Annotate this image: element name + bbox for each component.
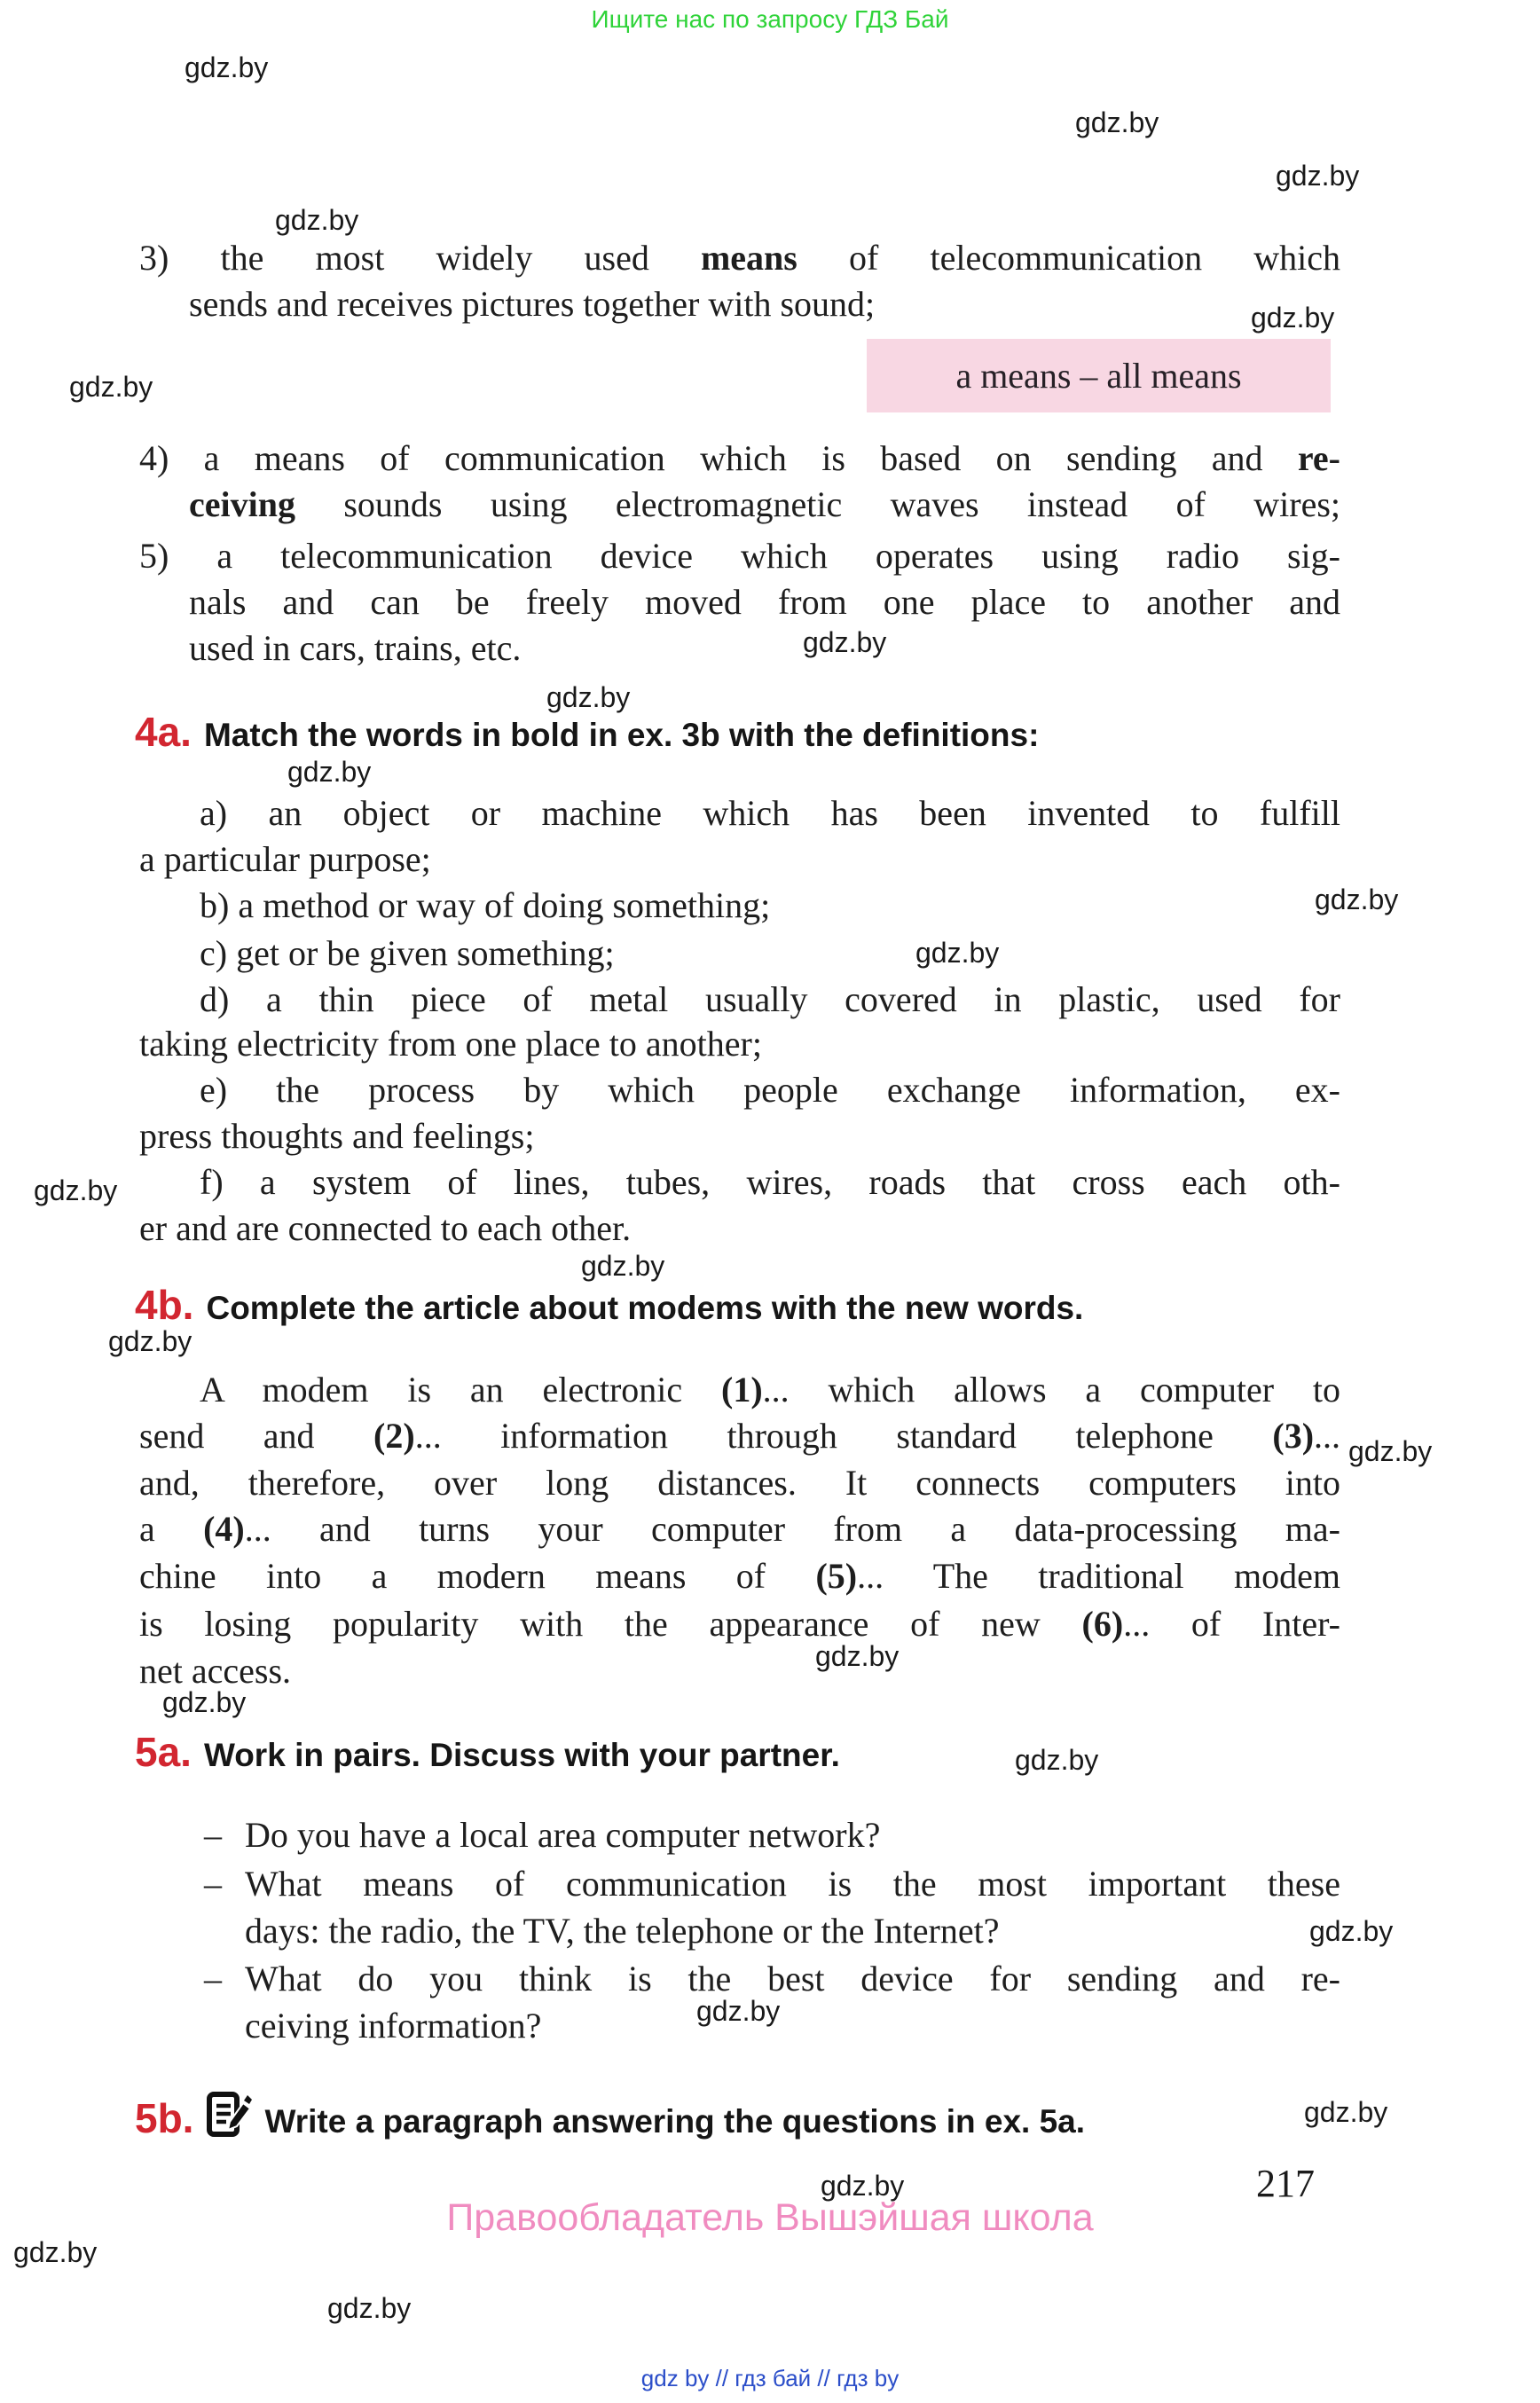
ex3-item3-line2: sends and receives pictures together with sound; <box>189 284 876 324</box>
dash-bullet: – <box>204 1815 222 1855</box>
watermark-gdz: gdz.by <box>108 1325 192 1357</box>
watermark-gdz: gdz.by <box>696 1995 781 2027</box>
watermark-gdz: gdz.by <box>327 2292 412 2324</box>
footer-search-hints: gdz by // гдз бай // гдз by <box>640 2365 900 2391</box>
modem-article-line4: a (4)... and turns your computer from a data-processing ma- <box>139 1509 1340 1549</box>
definition-f-line2: er and are connected to each other. <box>139 1208 632 1248</box>
exercise-5a-heading <box>135 1728 840 1776</box>
definition-e-line2: press thoughts and feelings; <box>139 1116 535 1156</box>
watermark-gdz: gdz.by <box>69 371 153 403</box>
highlight-box: a means – all means <box>867 339 1331 412</box>
question-3-line2: ceiving information? <box>245 2006 542 2046</box>
exercise-5b-title: Write a paragraph answering the questions in ex. 5a. <box>264 2103 1086 2140</box>
ex3-item3-line1: 3) the most widely used means of telecommunication which <box>139 238 1340 278</box>
watermark-gdz: gdz.by <box>546 681 631 713</box>
modem-article-line6: is losing popularity with the appearance of new (6)... of Inter- <box>139 1604 1341 1644</box>
watermark-gdz: gdz.by <box>815 1640 900 1672</box>
dash-bullet: – <box>204 1864 222 1904</box>
exercise-5b-label: 5b. <box>135 2095 194 2141</box>
definition-d-line1: d) a thin piece of metal usually covered in plastic, used for <box>200 979 1340 1019</box>
watermark-gdz: gdz.by <box>34 1174 118 1206</box>
watermark-gdz: gdz.by <box>1309 1915 1394 1947</box>
exercise-5a-label: 5a. <box>135 1729 192 1775</box>
definition-a-line2: a particular purpose; <box>139 839 431 879</box>
modem-article-line5: chine into a modern means of (5)... The traditional modem <box>139 1556 1341 1596</box>
exercise-4a-title: Match the words in bold in ex. 3b with the definitions: <box>203 717 1040 753</box>
page-number: 217 <box>1256 2162 1315 2205</box>
exercise-5b-heading <box>135 2083 1085 2142</box>
watermark-gdz: gdz.by <box>1075 106 1159 138</box>
definition-c: c) get or be given something; <box>200 933 615 973</box>
write-icon <box>206 2088 252 2146</box>
question-1: – Do you have a local area computer network? <box>204 1813 880 1857</box>
definition-f-line1: f) a system of lines, tubes, wires, roads that cross each oth- <box>200 1162 1340 1202</box>
question-2-line1: – What means of communication is the most important these <box>204 1862 1340 1906</box>
watermark-gdz: gdz.by <box>275 204 359 236</box>
question-3-line1: – What do you think is the best device for sending and re- <box>204 1957 1340 2001</box>
watermark-gdz: gdz.by <box>581 1250 665 1282</box>
exercise-4a-heading <box>135 708 1039 756</box>
definition-a-line1: a) an object or machine which has been invented to fulfill <box>200 793 1340 833</box>
watermark-gdz: gdz.by <box>1015 1744 1099 1776</box>
watermark-gdz: gdz.by <box>162 1686 247 1718</box>
publisher-line: Правообладатель Вышэйшая школа <box>446 2196 1094 2239</box>
watermark-gdz: gdz.by <box>1304 2096 1388 2128</box>
definition-d-line2: taking electricity from one place to another; <box>139 1024 762 1064</box>
ex3-item4-line1: 4) a means of communication which is based on sending and re- <box>139 438 1340 478</box>
question-2-line2: days: the radio, the TV, the telephone or the Internet? <box>245 1911 1000 1951</box>
dash-bullet: – <box>204 1959 222 1999</box>
exercise-4b-label: 4b. <box>135 1282 194 1328</box>
watermark-gdz: gdz.by <box>1251 302 1335 334</box>
ex3-item4-line2: ceiving sounds using electromagnetic waves instead of wires; <box>189 484 1340 524</box>
exercise-4b-heading <box>135 1281 1083 1329</box>
definition-e-line1: e) the process by which people exchange information, ex- <box>200 1070 1340 1110</box>
ex3-item5-line3: used in cars, trains, etc. <box>189 628 522 668</box>
ex3-item5-line1: 5) a telecommunication device which operates using radio sig- <box>139 536 1340 576</box>
exercise-4b-title: Complete the article about modems with the new words. <box>206 1290 1084 1326</box>
modem-article-line1: A modem is an electronic (1)... which allows a computer to <box>200 1370 1341 1410</box>
watermark-gdz: gdz.by <box>13 2236 98 2268</box>
modem-article-line7: net access. <box>139 1651 292 1691</box>
modem-article-line3: and, therefore, over long distances. It connects computers into <box>139 1463 1340 1503</box>
watermark-gdz: gdz.by <box>1315 883 1399 915</box>
watermark-gdz: gdz.by <box>287 756 372 788</box>
ex3-item5-line2: nals and can be freely moved from one place to another and <box>189 582 1340 622</box>
definition-b: b) a method or way of doing something; <box>200 885 771 925</box>
exercise-5a-title: Work in pairs. Discuss with your partner. <box>203 1737 840 1773</box>
watermark-gdz: gdz.by <box>915 937 1000 969</box>
promo-banner-top: Ищите нас по запросу ГДЗ Бай <box>591 5 949 33</box>
exercise-4a-label: 4a. <box>135 709 192 755</box>
watermark-gdz: gdz.by <box>185 51 269 83</box>
watermark-gdz: gdz.by <box>1348 1435 1433 1467</box>
watermark-gdz: gdz.by <box>1276 160 1360 192</box>
watermark-gdz: gdz.by <box>803 626 887 658</box>
watermark-gdz: gdz.by <box>821 2170 905 2202</box>
modem-article-line2: send and (2)... information through standard telephone (3)... <box>139 1416 1341 1456</box>
